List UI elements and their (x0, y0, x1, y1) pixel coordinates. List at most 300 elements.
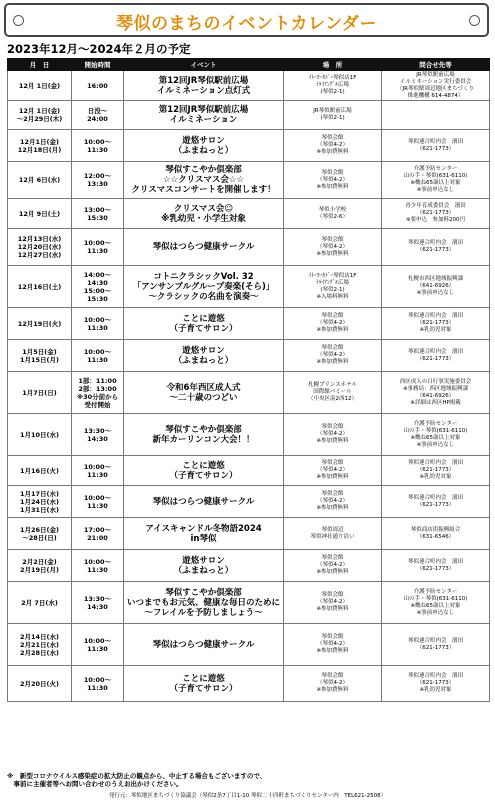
place-line: 琴似会館 (321, 236, 344, 243)
date-line: 1月31日(水) (19, 505, 59, 514)
event-cell (124, 130, 284, 162)
place-cell (284, 372, 382, 414)
place-cell (284, 340, 382, 372)
place-cell (284, 266, 382, 308)
time-line: 11:30 (87, 683, 108, 692)
event-cell (124, 340, 284, 372)
place-line: (琴似2-1) (320, 115, 345, 121)
contact-line: （621-1773） (416, 210, 455, 216)
time-line: 受付開始 (84, 400, 111, 409)
place-cell (284, 582, 382, 624)
contact-line: ※概ね65歳以上対象 (410, 180, 461, 186)
date-line: 12月27日(水) (17, 251, 62, 259)
date-cell (8, 130, 72, 162)
place-line: （琴似4-2） (317, 176, 348, 183)
contact-cell (382, 101, 490, 130)
event-line: クリスマスコンサートを開催します！ (131, 185, 276, 195)
date-line: 12月1日(金) (19, 137, 59, 146)
table-row (8, 550, 490, 582)
place-line: 琴似小学校 (318, 206, 347, 213)
header-contact: 問合せ先等 (382, 59, 490, 71)
contact-line: 琴似連合町内会 濱田 (407, 313, 463, 319)
contact-line: ※事前申込なし (416, 187, 455, 193)
place-line: （琴似4-2） (317, 641, 348, 647)
time-line: 13:30 (87, 180, 108, 188)
place-line: ｲﾄｰﾖｰｶﾄﾞｰ琴似店1F (308, 272, 357, 279)
contact-line: （631-6546） (416, 533, 455, 540)
contact-line: （621-1773） (416, 320, 455, 326)
event-cell (124, 486, 284, 518)
time-line: 1部：11:00 (78, 376, 117, 385)
place-line: （琴似4-2） (317, 680, 348, 686)
event-line: 第12回JR琴似駅前広場 (158, 75, 249, 86)
contact-line: 西区成人の日行事実施委員会 (399, 378, 472, 385)
contact-line: ※乳幼児対象 (419, 687, 452, 693)
date-cell (8, 550, 72, 582)
place-line: ※参加費無料 (316, 327, 349, 333)
time-line: 11:30 (87, 565, 108, 574)
contact-line: 山の手・琴似(631-6110) (403, 595, 468, 602)
place-line: 琴似会館 (321, 555, 344, 561)
event-line: （ふまねっと） (173, 355, 234, 366)
event-line: 遊悠サロン (182, 345, 225, 356)
contact-line: （621-1773） (416, 501, 455, 508)
place-line: 琴似会館 (321, 169, 344, 176)
event-line: 第12回JR琴似駅前広場 (158, 105, 249, 115)
time-line: 10:00～ (83, 347, 112, 356)
time-line: 14:00～ (83, 270, 112, 279)
event-cell (124, 101, 284, 130)
contact-cell (382, 582, 490, 624)
time-line: 14:30 (87, 278, 108, 287)
date-line: 1月26日(金) (19, 525, 59, 534)
contact-line: ※要申込 参加料200円 (405, 217, 466, 223)
date-cell (8, 372, 72, 414)
time-cell (72, 130, 124, 162)
place-line: ｲﾄｰﾖｰｶﾄﾞｰ琴似店1F (308, 75, 357, 81)
event-cell (124, 456, 284, 486)
contact-cell (382, 666, 490, 702)
event-line: 琴似すこやか倶楽部 (165, 587, 242, 598)
date-line: ～28日(日) (22, 533, 57, 542)
place-line: 琴似会館 (321, 634, 344, 640)
date-line: 12月16日(土) (17, 282, 62, 291)
place-line: ※参加費無料 (316, 505, 349, 511)
time-cell (72, 308, 124, 340)
event-cell (124, 414, 284, 456)
event-cell (124, 162, 284, 199)
time-cell (72, 518, 124, 550)
date-line: 1月24日(水) (19, 497, 59, 506)
contact-cell (382, 308, 490, 340)
time-line: 10:00～ (83, 137, 112, 146)
time-line: 11:30 (87, 323, 108, 332)
event-cell (124, 266, 284, 308)
place-line: ※参加費無料 (316, 438, 349, 444)
event-line: コトニクラシックVol. 32 (153, 271, 254, 282)
contact-line: 琴似連合町内会 濱田 (407, 673, 463, 679)
time-line: 11:30 (87, 501, 108, 510)
place-line: （琴似4-2） (317, 431, 348, 437)
date-cell (8, 666, 72, 702)
contact-line: 琴似連合町内会 濱田 (407, 240, 463, 246)
contact-line: 介護予防センター (413, 420, 458, 427)
contact-cell (382, 486, 490, 518)
table-row (8, 340, 490, 372)
event-line: ～フレイルを予防しましょう～ (144, 607, 263, 618)
date-line: 2月19日(月) (19, 565, 59, 574)
time-cell (72, 266, 124, 308)
time-line: 15:30 (87, 213, 108, 222)
place-cell (284, 624, 382, 666)
contact-line: 山の手・琴似(631-6110) (403, 173, 468, 179)
time-line: 10:00～ (83, 557, 112, 566)
event-line: in琴似 (190, 533, 217, 544)
time-line: 11:30 (87, 355, 108, 364)
place-cell (284, 101, 382, 130)
table-row (8, 162, 490, 199)
time-cell (72, 486, 124, 518)
time-line: 17:00～ (83, 525, 112, 534)
date-line: 12月 1日(金) (18, 107, 61, 115)
event-line: ※乳幼児・小学生対象 (161, 213, 246, 224)
contact-line: 琴似連合町内会 濱田 (407, 558, 463, 565)
time-line: 16:00 (87, 81, 108, 90)
event-line: （ふまねっと） (173, 145, 234, 156)
place-line: ※参加費無料 (316, 648, 349, 654)
date-cell (8, 266, 72, 308)
time-line: 10:00～ (83, 462, 112, 471)
date-line: ～2月29日(木) (16, 115, 63, 123)
place-cell (284, 456, 382, 486)
header-date: 月 日 (8, 59, 72, 71)
place-line: 琴似会館 (321, 592, 344, 598)
event-line: いつまでもお元気、健康な毎日のために (126, 597, 280, 608)
time-line: 10:00～ (83, 315, 112, 324)
note-line: 事前に主催者等へお問い合わせのうえお出かけください。 (7, 780, 183, 788)
time-line: 24:00 (87, 115, 108, 123)
place-cell (284, 486, 382, 518)
time-cell (72, 101, 124, 130)
date-line: 12月20日(水) (17, 243, 62, 251)
event-cell (124, 71, 284, 101)
contact-line: （JR琴似駅周辺地区まちづくり (397, 85, 474, 92)
contact-line: ※概ね65歳以上対象 (410, 602, 461, 609)
date-cell (8, 340, 72, 372)
place-line: 琴似会館 (321, 135, 344, 141)
time-cell (72, 199, 124, 229)
place-line: (琴似2-1) (320, 286, 345, 293)
contact-cell (382, 414, 490, 456)
page-title: 琴似のまちのイベントカレンダー (116, 14, 377, 34)
place-line: 琴似会館 (321, 424, 344, 430)
contact-line: （621-1773） (416, 644, 455, 651)
time-line: 10:00～ (83, 675, 112, 684)
contact-cell (382, 199, 490, 229)
place-line: 琴似会館 (321, 460, 344, 466)
table-row (8, 71, 490, 101)
time-cell (72, 550, 124, 582)
event-cell (124, 624, 284, 666)
event-cell (124, 372, 284, 414)
date-line: 1月17日(水) (19, 489, 59, 498)
date-line: 1月7日(日) (22, 388, 57, 397)
place-line: JR琴似駅前広場 (313, 108, 352, 114)
table-row (8, 130, 490, 162)
table-row (8, 414, 490, 456)
table-row (8, 624, 490, 666)
date-line: 2月 7日(水) (21, 598, 58, 607)
event-line: ～クラシックの名曲を演奏～ (148, 291, 259, 302)
contact-cell (382, 518, 490, 550)
time-line: 15:30 (87, 294, 108, 303)
page-subtitle: 2023年12月～2024年２月の予定 (7, 42, 191, 56)
table-row (8, 518, 490, 550)
event-line: 遊悠サロン (182, 555, 225, 566)
table-row (8, 266, 490, 308)
place-line: （中央区南2西12） (308, 396, 357, 402)
place-line: （琴似4-2） (317, 320, 348, 326)
title-banner (4, 3, 489, 37)
event-line: 琴似すこやか倶楽部 (165, 165, 242, 175)
place-line: 琴似周辺 (321, 526, 344, 533)
event-cell (124, 518, 284, 550)
event-line: イルミネーション (169, 115, 238, 125)
event-line: クリスマス会☺ (173, 203, 234, 214)
place-cell (284, 414, 382, 456)
table-row (8, 229, 490, 266)
event-line: （子育てサロン） (169, 683, 238, 694)
event-line: （ふまねっと） (173, 565, 234, 576)
event-line: 琴似はつらつ健康サークル (152, 242, 255, 252)
time-cell (72, 582, 124, 624)
event-line: 琴似はつらつ健康サークル (152, 496, 255, 507)
event-line: ことに遊悠 (182, 313, 225, 324)
time-cell (72, 624, 124, 666)
table-row (8, 101, 490, 130)
place-line: （琴似4-2） (317, 599, 348, 605)
contact-cell (382, 624, 490, 666)
place-line: (琴似2-1) (320, 89, 345, 95)
publisher-footer: 発行元：琴似地区まちづくり協議会（琴似2条7丁目1-10 琴似二十四軒まちづくりセンター内 TEL621-2508） (108, 793, 387, 799)
time-cell (72, 372, 124, 414)
place-line: （琴似4-2） (317, 142, 348, 148)
place-cell (284, 130, 382, 162)
contact-line: （621-1773） (416, 247, 455, 253)
date-cell (8, 308, 72, 340)
event-line: （子育てサロン） (169, 323, 238, 334)
event-cell (124, 666, 284, 702)
place-line: （琴似4-2） (317, 467, 348, 473)
contact-line: 琴似連合町内会 濱田 (407, 460, 463, 466)
contact-line: JR琴似駅前広場 (416, 71, 455, 78)
contact-line: ※概ね65歳以上対象 (410, 434, 461, 441)
date-cell (8, 229, 72, 266)
time-line: 13:00～ (83, 205, 112, 214)
contact-cell (382, 372, 490, 414)
time-line: 10:00～ (83, 493, 112, 502)
time-cell (72, 162, 124, 199)
place-line: ※参加費無料 (316, 606, 349, 612)
time-line: 21:00 (87, 533, 108, 542)
time-cell (72, 71, 124, 101)
table-row (8, 486, 490, 518)
contact-cell (382, 340, 490, 372)
event-line: 新年カーリンコン大会！！ (152, 434, 255, 445)
header-time: 開始時間 (72, 59, 124, 71)
contact-line: ※事前申込なし (416, 441, 455, 448)
table-row (8, 582, 490, 624)
time-line: 11:30 (87, 247, 108, 255)
contact-line: （621-1773） (416, 565, 455, 572)
event-line: ～二十歳のつどい (169, 392, 238, 403)
date-cell (8, 582, 72, 624)
table-row (8, 308, 490, 340)
note-line: ※ 新型コロナウイルス感染症の拡大防止の観点から、中止する場合もございますので、 (7, 772, 267, 780)
event-cell (124, 199, 284, 229)
time-cell (72, 229, 124, 266)
time-cell (72, 414, 124, 456)
place-line: 琴似神社通り沿い (310, 533, 355, 540)
event-line: ことに遊悠 (182, 460, 225, 471)
time-cell (72, 340, 124, 372)
contact-line: 介護予防センター (413, 588, 458, 595)
place-cell (284, 71, 382, 101)
event-line: 遊悠サロン (182, 135, 225, 146)
contact-line: ※事前申込なし (416, 609, 455, 616)
time-line: 13:30～ (83, 594, 112, 603)
time-line: 10:00～ (83, 239, 112, 247)
place-cell (284, 229, 382, 266)
place-cell (284, 518, 382, 550)
place-line: （琴似2-6） (317, 213, 348, 220)
date-cell (8, 624, 72, 666)
place-line: ※参加費無料 (316, 474, 349, 480)
date-cell (8, 518, 72, 550)
event-line: 「アンサンブルグループ奏楽(そら)」 (132, 281, 275, 292)
contact-line: 山の手・琴似(631-6110) (403, 427, 468, 434)
contact-line: （641-6926） (416, 283, 455, 289)
place-cell (284, 666, 382, 702)
date-line: 12月18日(月) (17, 145, 62, 154)
header-event: イベント (124, 59, 284, 71)
time-line: 10:00～ (83, 636, 112, 645)
date-line: 12月13日(水) (17, 235, 62, 243)
date-line: 1月16日(火) (19, 466, 59, 475)
event-cell (124, 550, 284, 582)
time-line: 13:30～ (83, 426, 112, 435)
date-line: 12月 6日(水) (18, 176, 61, 184)
contact-line: 介護予防センター (413, 166, 458, 172)
place-line: ﾄﾗｲｱﾝｸﾞﾙ広場 (315, 82, 349, 88)
header-place: 場 所 (284, 59, 382, 71)
place-line: （琴似4-2） (317, 498, 348, 504)
contact-line: 札幌市西区地域振興課 (407, 276, 463, 282)
contact-line: ※詳細は西区HP掲載 (410, 399, 461, 406)
place-cell (284, 199, 382, 229)
date-cell (8, 486, 72, 518)
time-line: 2部：13:00 (78, 384, 117, 393)
event-line: ことに遊悠 (182, 673, 225, 684)
date-line: 2月20日(火) (19, 679, 59, 688)
place-line: （琴似4-2） (317, 352, 348, 358)
place-line: ※入場料無料 (316, 293, 349, 300)
place-line: 琴似会館 (321, 345, 344, 351)
time-line: 15:00～ (83, 286, 112, 295)
event-line: （子育てサロン） (169, 470, 238, 481)
date-line: 1月10日(水) (19, 430, 59, 439)
contact-line: （621-1773） (416, 355, 455, 362)
contact-line: 琴似連合町内会 濱田 (407, 637, 463, 644)
contact-line: 琴似連合町内会 濱田 (407, 348, 463, 355)
date-line: 1月5日(金) (22, 347, 57, 356)
place-line: ※参加費無料 (316, 569, 349, 575)
time-line: 14:30 (87, 434, 108, 443)
date-line: 2月2日(金) (22, 557, 57, 566)
event-line: 令和6年西区成人式 (166, 382, 241, 393)
contact-cell (382, 229, 490, 266)
event-rows (8, 71, 490, 702)
place-line: （琴似4-2） (317, 243, 348, 250)
time-line: 12:00～ (83, 172, 112, 180)
place-cell (284, 162, 382, 199)
date-line: 12月 9日(土) (18, 209, 61, 218)
contact-line: ※事務局：西区地域振興課 (402, 385, 469, 392)
time-line: 14:30 (87, 602, 108, 611)
event-table (7, 58, 490, 702)
contact-cell (382, 266, 490, 308)
contact-line: 青少年育成委員会 濱田 (405, 203, 466, 209)
covid-note (7, 772, 489, 788)
date-cell (8, 101, 72, 130)
time-cell (72, 456, 124, 486)
table-header-row (8, 59, 490, 71)
date-cell (8, 199, 72, 229)
contact-cell (382, 550, 490, 582)
contact-line: イルミネーション実行委員会 (399, 78, 472, 85)
event-line: アイスキャンドル冬物語2024 (145, 523, 262, 534)
event-line: 琴似すこやか倶楽部 (165, 424, 242, 435)
place-line: 琴似会館 (321, 673, 344, 679)
contact-cell (382, 456, 490, 486)
table-row (8, 666, 490, 702)
date-line: 12月19日(火) (17, 319, 62, 328)
table-row (8, 372, 490, 414)
table-row (8, 199, 490, 229)
contact-line: （621-1773） (416, 680, 455, 686)
event-cell (124, 582, 284, 624)
date-line: 2月28日(水) (19, 648, 59, 657)
contact-cell (382, 130, 490, 162)
time-line: ※30分前から (76, 392, 119, 401)
date-line: 2月21日(水) (19, 640, 59, 649)
time-line: 11:30 (87, 470, 108, 479)
event-cell (124, 229, 284, 266)
event-line: ☆☆クリスマス会☆☆ (162, 175, 245, 185)
contact-line: ※乳幼児対象 (419, 474, 452, 480)
place-line: 琴似会館 (321, 313, 344, 319)
place-cell (284, 550, 382, 582)
contact-line: （621-1773） (416, 145, 455, 152)
contact-cell (382, 162, 490, 199)
place-line: 琴似会館 (321, 491, 344, 497)
contact-line: 推進機構 614-4874） (407, 92, 464, 99)
place-line: 札幌プリンスホテル (308, 382, 357, 388)
contact-cell (382, 71, 490, 101)
date-line: 1月15日(月) (19, 355, 59, 364)
contact-line: ※事前申込なし (416, 290, 455, 296)
place-line: ﾄﾗｲｱﾝｸﾞﾙ広場 (315, 279, 349, 286)
